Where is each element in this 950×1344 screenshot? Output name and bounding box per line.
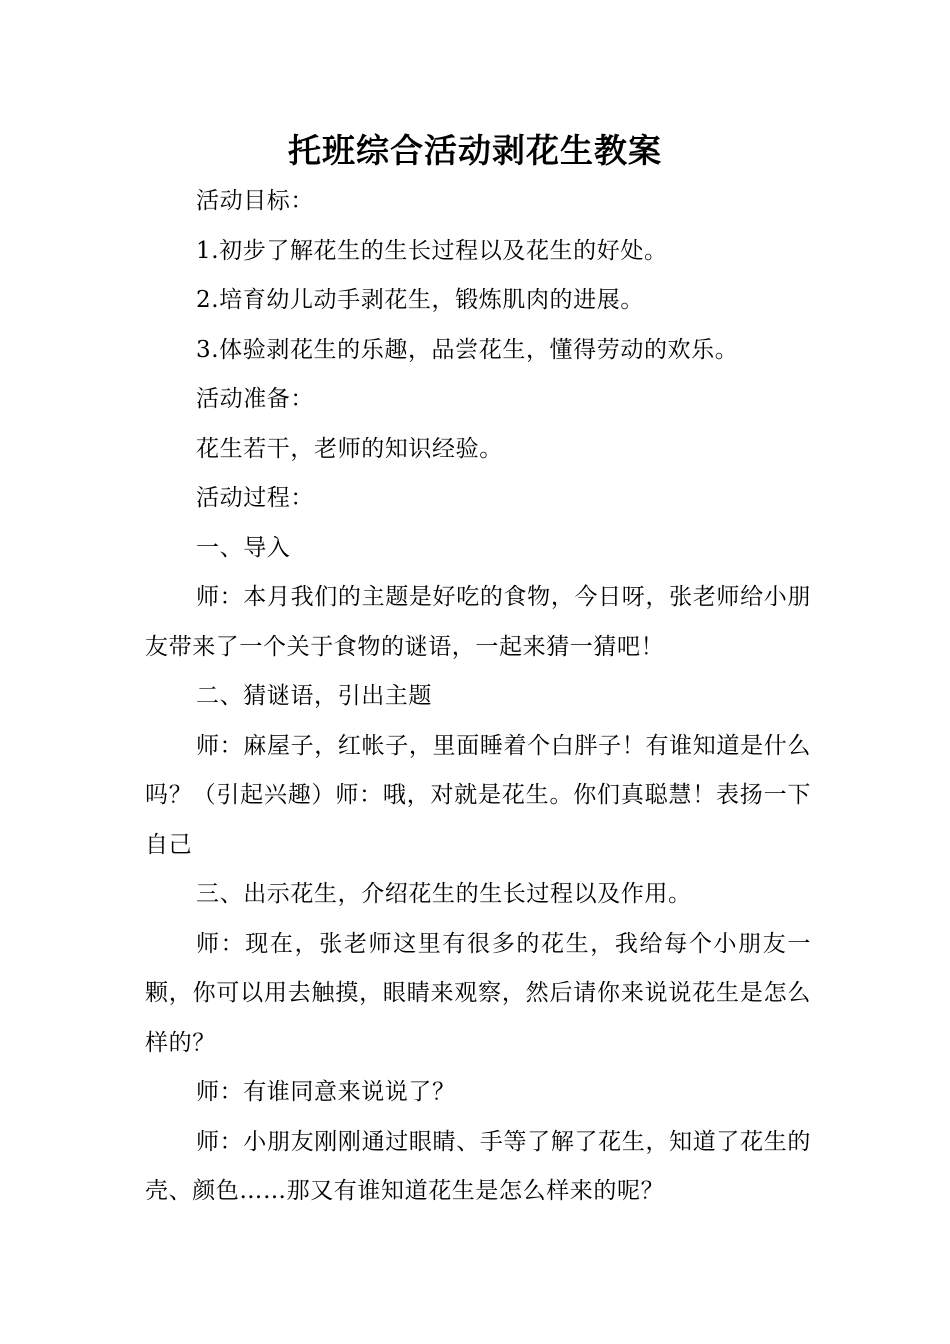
goal-item-3: 3.体验剥花生的乐趣，品尝花生，懂得劳动的欢乐。 <box>196 336 739 363</box>
paragraph: 师：本月我们的主题是好吃的食物，今日呀，张老师给小朋友带来了一个关于食物的谜语，一起来猜一猜吧！ <box>145 584 811 660</box>
document-title: 托班综合活动剥花生教案 <box>288 131 662 170</box>
goal-item-2: 2.培育幼儿动手剥花生，锻炼肌肉的进展。 <box>196 287 644 313</box>
paragraph: 师：有谁同意来说说了？ <box>196 1079 456 1105</box>
section-heading-preparation: 活动准备： <box>196 386 314 412</box>
document-body <box>145 177 811 1217</box>
section-heading-process: 活动过程： <box>196 485 314 511</box>
goal-item-1: 1.初步了解花生的生长过程以及花生的好处。 <box>196 237 668 264</box>
section-heading-goals: 活动目标： <box>196 188 314 214</box>
preparation-text: 花生若干，老师的知识经验。 <box>196 435 503 462</box>
step-heading-1: 一、导入 <box>196 534 291 561</box>
paragraph: 师：麻屋子，红帐子，里面睡着个白胖子！有谁知道是什么吗？（引起兴趣）师：哦，对就是花生。你们真聪慧！表扬一下自己 <box>145 732 811 858</box>
paragraph: 师：小朋友刚刚通过眼睛、手等了解了花生，知道了花生的壳、颜色……那又有谁知道花生是怎么样来的呢？ <box>145 1128 811 1204</box>
step-heading-3: 三、出示花生，介绍花生的生长过程以及作用。 <box>196 881 692 907</box>
paragraph: 师：现在，张老师这里有很多的花生，我给每个小朋友一颗，你可以用去触摸，眼睛来观察，然后请你来说说花生是怎么样的？ <box>145 930 811 1056</box>
step-heading-2: 二、猜谜语，引出主题 <box>196 683 432 709</box>
